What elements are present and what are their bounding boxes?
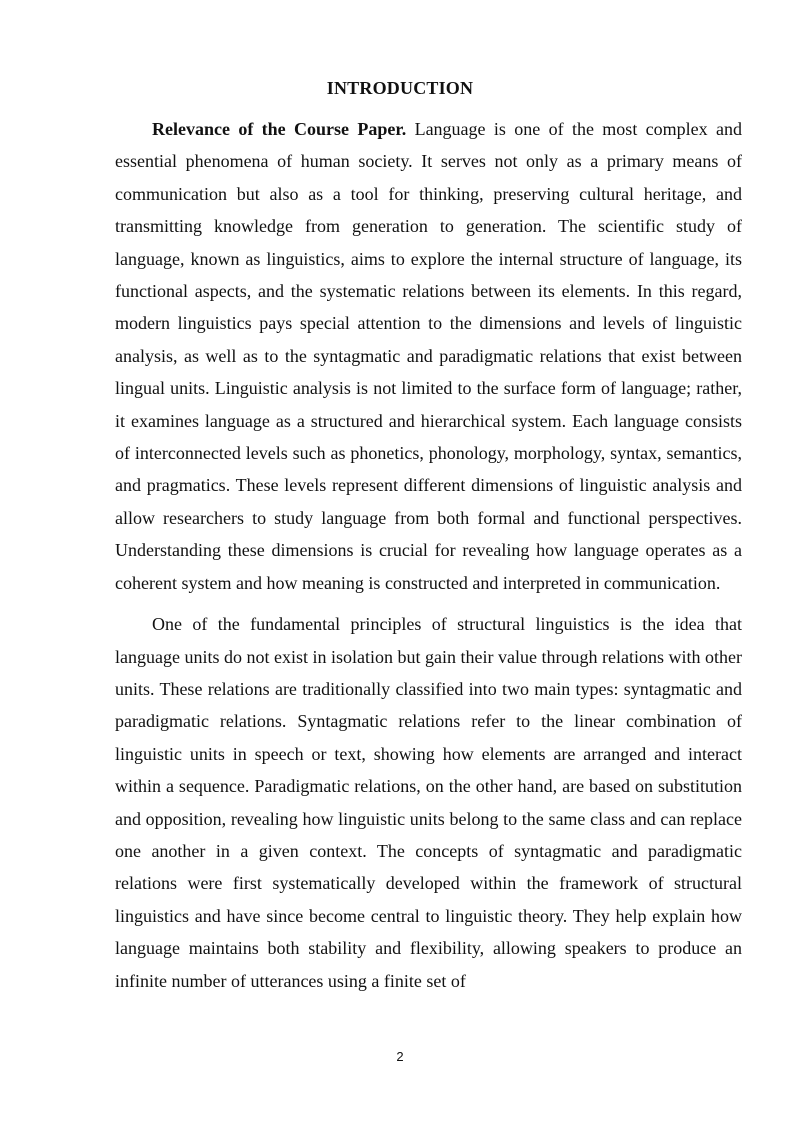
body-text <box>115 113 742 997</box>
paragraph-lead-in: Relevance of the Course Paper. <box>152 119 407 139</box>
paragraph-structural-principles: One of the fundamental principles of structural linguistics is the idea that language units do not exist in isolation but gain their value through relations with other units. These relations are traditionally classified into two main types: syntagmatic and paradigmatic relations. Syntagmatic relations refer to the linear combination of linguistic units in speech or text, showing how elements are arranged and interact within a sequence. Paradigmatic relations, on the other hand, are based on substitution and opposition, revealing how linguistic units belong to the same class and can replace one another in a given context. The concepts of syntagmatic and paradigmatic relations were first systematically developed within the framework of structural linguistics and have since become central to linguistic theory. They help explain how language maintains both stability and flexibility, allowing speakers to produce an infinite number of utterances using a finite set of <box>115 614 742 991</box>
page-number: 2 <box>396 1049 404 1064</box>
paragraph-relevance-text: Language is one of the most complex and essential phenomena of human society. It serves not only as a primary means of communication but also as a tool for thinking, preserving cultural heritage, and transmitting knowledge from generation to generation. The scientific study of language, known as linguistics, aims to explore the internal structure of language, its functional aspects, and the systematic relations between its elements. In this regard, modern linguistics pays special attention to the dimensions and levels of linguistic analysis, as well as to the syntagmatic and paradigmatic relations that exist between lingual units. Linguistic analysis is not limited to the surface form of language; rather, it examines language as a structured and hierarchical system. Each language consists of interconnected levels such as phonetics, phonology, morphology, syntax, semantics, and pragmatics. These levels represent different dimensions of linguistic analysis and allow researchers to study language from both formal and functional perspectives. Understanding these dimensions is crucial for revealing how language operates as a coherent system and how meaning is constructed and interpreted in communication. <box>115 119 743 593</box>
paragraph-relevance <box>115 113 742 599</box>
section-heading: INTRODUCTION <box>326 78 474 98</box>
